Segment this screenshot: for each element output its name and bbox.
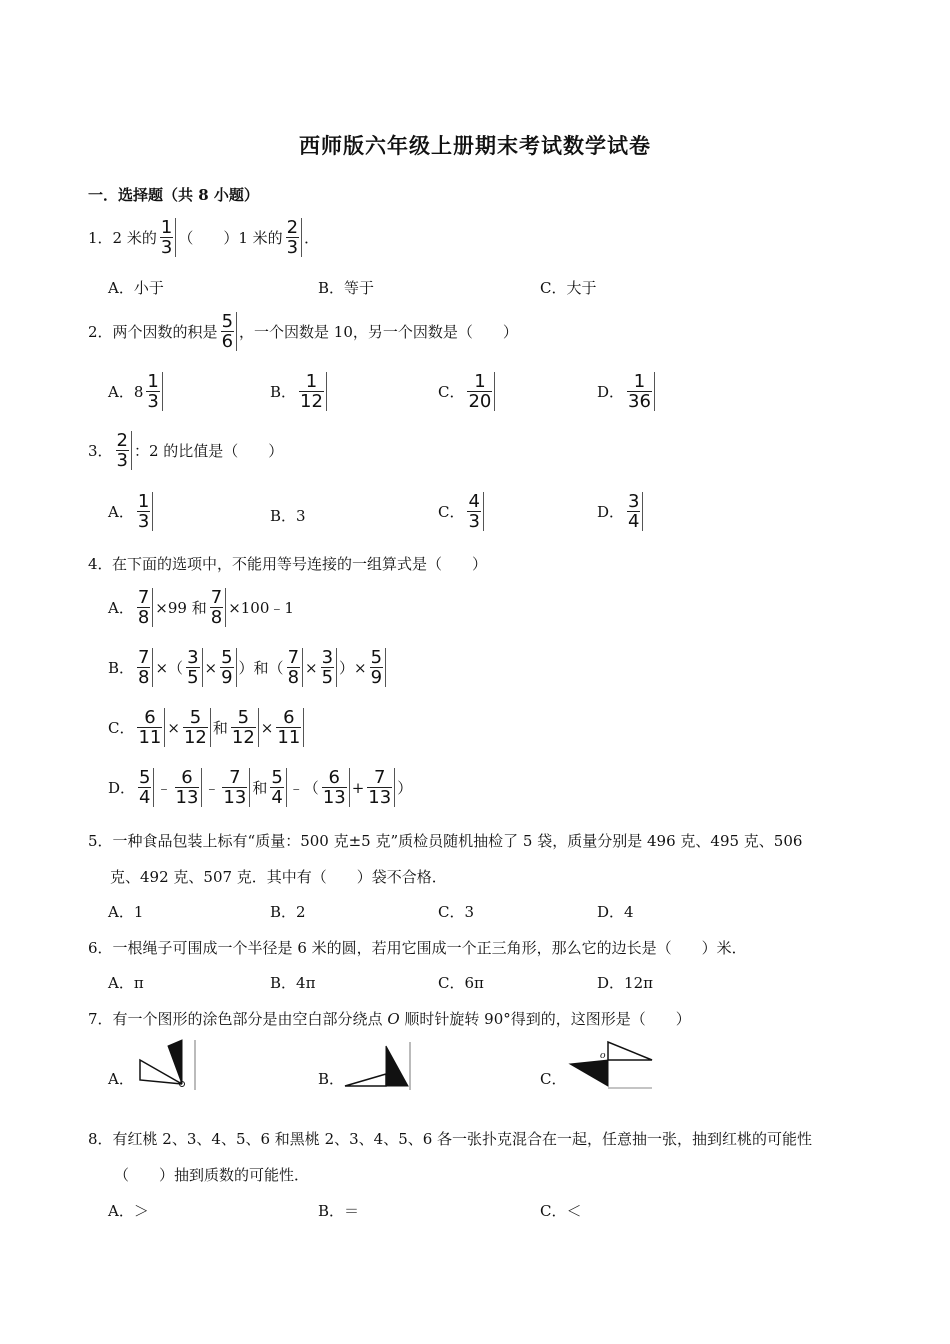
option-b[interactable]: B．2 — [270, 903, 306, 921]
question-6: 6．一根绳子可围成一个半径是 6 米的圆，若用它围成一个正三角形，那么它的边长是（ ）米． — [88, 939, 747, 957]
option-b[interactable] — [108, 648, 388, 687]
question-5-line-1: 5．一种食品包装上标有“质量：500 克±5 克”质检员随机抽检了 5 袋，质量分别是 496 克、495 克、506 — [88, 832, 803, 850]
fraction: $\frac{1}{36}$ — [626, 372, 655, 411]
question-number: 3． — [88, 442, 113, 460]
option-c[interactable]: C．大于 — [540, 279, 597, 297]
fraction: $\frac{7}{8}$ — [136, 648, 153, 687]
question-number: 2． — [88, 323, 113, 341]
fraction: $\frac{3}{5}$ — [320, 648, 337, 687]
fraction: $\frac{7}{8}$ — [136, 588, 153, 627]
option-label: A． — [108, 503, 134, 521]
option-label: A． — [108, 599, 134, 617]
expr-text: 和 — [212, 719, 228, 737]
fraction: $\frac{1}{3}$ — [145, 372, 162, 411]
section-heading: 一．选择题（共 8 小题） — [88, 186, 259, 204]
option-c[interactable] — [438, 372, 497, 411]
expr-text: × — [260, 718, 274, 737]
option-a[interactable] — [108, 492, 155, 531]
option-d[interactable] — [597, 492, 645, 531]
option-label: B． — [270, 383, 297, 401]
option-a[interactable]: A． — [108, 1070, 134, 1088]
fraction: $\frac{7}{8}$ — [209, 588, 226, 627]
option-b[interactable]: B．3 — [270, 507, 306, 525]
fraction: $\frac{3}{4}$ — [626, 492, 643, 531]
option-b[interactable]: B．4π — [270, 974, 316, 992]
question-8-line-2: （ ）抽到质数的可能性． — [114, 1166, 310, 1184]
option-label: C． — [438, 503, 465, 521]
fraction: $\frac{5}{12}$ — [230, 708, 259, 747]
option-label: C． — [438, 383, 465, 401]
point-label: O — [387, 1010, 400, 1028]
fraction: $\frac{5}{6}$ — [220, 312, 237, 351]
question-3 — [88, 431, 283, 470]
expr-text: + — [351, 778, 365, 797]
blank-triangle — [345, 1074, 386, 1086]
option-c[interactable]: C．6π — [438, 974, 484, 992]
option-b[interactable]: B．等于 — [318, 279, 375, 297]
fraction: $\frac{2}{3}$ — [285, 218, 302, 257]
fraction: $\frac{6}{11}$ — [136, 708, 165, 747]
option-label: D． — [597, 383, 625, 401]
option-a[interactable]: A．π — [108, 974, 144, 992]
blank-triangle — [608, 1042, 652, 1060]
option-b[interactable]: B． — [318, 1070, 345, 1088]
option-d[interactable]: D．4 — [597, 903, 634, 921]
fraction: $\frac{5}{4}$ — [137, 768, 154, 807]
question-text: （ ）1 米的 — [178, 229, 283, 247]
option-a[interactable]: A．＞ — [108, 1202, 149, 1220]
rotation-figure-c — [568, 1040, 654, 1092]
page-title: 西师版六年级上册期末考试数学试卷 — [299, 133, 651, 158]
shaded-triangle — [570, 1060, 608, 1086]
fraction: $\frac{7}{8}$ — [286, 648, 303, 687]
rotation-figure-b — [342, 1040, 414, 1092]
fraction: $\frac{1}{20}$ — [466, 372, 495, 411]
fraction: $\frac{1}{3}$ — [159, 218, 176, 257]
fraction: $\frac{6}{13}$ — [174, 768, 203, 807]
option-c[interactable] — [438, 492, 486, 531]
expr-text: × — [305, 658, 318, 677]
question-4: 在下面的选项中，不能用等号连接的一组算式是（ ） — [112, 555, 488, 573]
question-number: 4． — [88, 555, 113, 573]
expr-text: 和 — [252, 779, 268, 797]
option-label: C． — [108, 719, 135, 737]
fraction: $\frac{2}{3}$ — [115, 431, 132, 470]
fraction: $\frac{7}{13}$ — [366, 768, 395, 807]
option-a[interactable] — [108, 588, 294, 627]
expr-text: ×100﹣1 — [228, 599, 294, 617]
expr-text: ）和（ — [238, 659, 284, 677]
option-c[interactable]: C．3 — [438, 903, 475, 921]
question-8-line-1: 8．有红桃 2、3、4、5、6 和黑桃 2、3、4、5、6 各一张扑克混合在一起，任意抽一张，抽到红桃的可能性 — [88, 1130, 813, 1148]
fraction: $\frac{5}{9}$ — [369, 648, 386, 687]
whole-number: 8 — [133, 382, 144, 401]
question-2 — [88, 312, 518, 351]
fraction: $\frac{1}{3}$ — [136, 492, 153, 531]
option-c[interactable] — [108, 708, 306, 747]
question-number: 1． — [88, 229, 113, 247]
fraction: $\frac{3}{5}$ — [185, 648, 202, 687]
fraction: $\frac{5}{12}$ — [182, 708, 211, 747]
fraction: $\frac{5}{4}$ — [269, 768, 286, 807]
option-c[interactable]: C． — [540, 1070, 567, 1088]
point-label-o: o — [600, 1049, 606, 1061]
question-7 — [88, 1008, 691, 1029]
expr-text: ×（ — [155, 659, 184, 677]
question-text: 顺时针旋转 90°得到的，这图形是（ ） — [399, 1010, 691, 1028]
fraction: $\frac{4}{3}$ — [466, 492, 483, 531]
option-label: A． — [108, 383, 134, 401]
question-text: 7．有一个图形的涂色部分是由空白部分绕点 — [88, 1010, 388, 1028]
option-d[interactable] — [597, 372, 657, 411]
expr-text: ） — [397, 779, 413, 797]
option-d[interactable] — [108, 768, 412, 807]
expr-text: ×99 和 — [155, 599, 207, 617]
shaded-triangle — [386, 1046, 408, 1086]
expr-text: ﹣ — [156, 779, 172, 797]
expr-text: ）× — [339, 659, 367, 677]
option-a[interactable]: A．小于 — [108, 279, 164, 297]
question-text: ． — [304, 229, 320, 247]
option-b[interactable]: B．＝ — [318, 1202, 360, 1220]
option-label: D． — [108, 779, 136, 797]
fraction: $\frac{1}{12}$ — [298, 372, 327, 411]
rotation-figure-a — [135, 1038, 199, 1092]
question-text: ，一个因数是 10，另一个因数是（ ） — [239, 323, 518, 341]
question-text: 2 米的 — [112, 229, 157, 247]
option-a[interactable]: A．1 — [108, 903, 144, 921]
option-c[interactable]: C．＜ — [540, 1202, 582, 1220]
option-a[interactable] — [108, 372, 165, 411]
fraction: $\frac{7}{13}$ — [221, 768, 250, 807]
option-label: D． — [597, 503, 625, 521]
question-text: ：2 的比值是（ ） — [134, 442, 284, 460]
fraction: $\frac{6}{13}$ — [321, 768, 350, 807]
option-b[interactable] — [270, 372, 329, 411]
option-label: B． — [108, 659, 135, 677]
option-d[interactable]: D．12π — [597, 974, 653, 992]
question-5-line-2: 克、492 克、507 克．其中有（ ）袋不合格． — [110, 868, 447, 886]
expr-text: ﹣（ — [288, 779, 319, 797]
expr-text: ﹣ — [204, 779, 220, 797]
fraction: $\frac{5}{9}$ — [219, 648, 236, 687]
fraction: $\frac{6}{11}$ — [275, 708, 304, 747]
expr-text: × — [204, 658, 218, 677]
question-1 — [88, 218, 319, 257]
question-text: 两个因数的积是 — [112, 323, 218, 341]
expr-text: × — [167, 718, 180, 737]
